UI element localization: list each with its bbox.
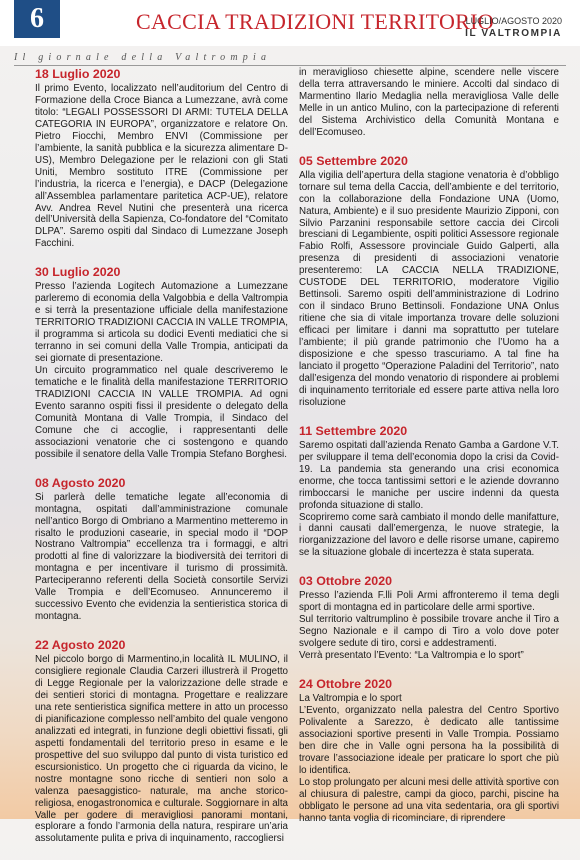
continued-text [299,67,559,139]
paragraph: Alla vigilia dell’apertura della stagione venatoria è d’obbligo tornare sul tema della Caccia, dell’ambiente e del territorio, con la collaborazione della Fondazione UNA (Uomo, Natura, Ambiente) e il suo presidente Maurizio Zipponi, con Silvio Parzanini responsabile settore caccia dei Circoli bresciani di Legambiente, ospiti politici Assessore regionale Fabio Rolfi, Assessore provinciale Guido Galperti, alla presenza di presidenti di associazioni venatorie presenteremo: LA CACCIA NELLA TRADIZIONE, CUSTODE DEL TERRITORIO, moderatore Vigilio Bettinsoli. Saremo ospiti dell’amministrazione di Lodrino con il sindaco Bruno Bettinsoli. Fondazione UNA Onlus ritiene che sia di vitale importanza trovare delle soluzioni efficaci per limitare i danni ma soprattutto per tutelare l’ambiente; il più grande patrimonio che l’Uomo ha a disposizione e che spesso trascuriamo. A tal fine ha lanciato il progetto “Operazione Paladini del Territorio”, nato dall’esigenza del mondo venatorio di rispondere ai problemi di inquinamento territoriale ed essere parte attiva nella loro risoluzione [299,169,559,408]
paragraph: Scopriremo come sarà cambiato il mondo delle manifatture, i danni causati dall’emergenza, le nuove strategie, la riorganizzazione del lavoro e delle risorse umane, capiremo se la situazione globale di incertezza è stata superata. [299,511,559,559]
paragraph: Verrà presentato l’Evento: “La Valtrompia e lo sport” [299,650,524,662]
event-date-heading: 05 Settembre 2020 [299,153,408,168]
paragraph: Il primo Evento, localizzato nell’auditorium del Centro di Formazione della Croce Bianca a Lumezzane, avrà come titolo: “LEGALI POSSESSORI DI ARMI: TUTELA DELLA CATEGORIA IN EUROPA”, organizzatore e relatore On. Pietro Fiocchi, Membro ENVI (Commissione per l’ambiente, la sanità pubblica e la sicurezza alimentare D-US), Membro Delegazione per le relazioni con gli Stati Uniti, Membro sostituto ITRE (Commissione per l’industria, la ricerca e l’energia), e DACP (Delegazione all’Assemblea parlamentare paritetica ACP-UE), relatore Avv. Andrea Revel Nutini che presenterà una ricerca dell’Università della Sapienza, Co-fondatore del “Comitato DLPA”. Saremo ospiti dal Sindaco di Lumezzane Joseph Facchini. [35,83,288,250]
paragraph: Un circuito programmatico nel quale descriveremo le tematiche e le finalità della manifestazione TERRITORIO TRADIZIONI CACCIA IN VALLE TROMPIA. Ad ogni Evento saranno ospiti fissi il presidente o delegato della Comunità Montana di Valle Trompia, il Sindaco del Comune che ci accoglie, i rappresentanti delle associazioni venatorie che ci sostengono e quando possibile il senatore della Valle Trompia Stefano Borghesi. [35,365,288,460]
page-header [0,0,580,46]
paragraph: Sul territorio valtrumplino è possibile trovare anche il Tiro a Segno Nazionale e il campo di Tiro a volo dove poter svolgere sedute di tiro, corsi e addestramenti. [299,614,559,650]
event-section [299,154,559,409]
newspaper-tagline: Il giornale della Valtrompia [14,52,272,63]
right-column [299,67,559,840]
event-date-heading: 22 Agosto 2020 [35,638,126,653]
section-title: CACCIA TRADIZIONI TERRITORIO [136,9,494,34]
event-section [35,265,288,460]
event-section [35,638,288,845]
left-column [35,67,288,860]
event-section [299,574,559,662]
paragraph: La Valtrompia e lo sport [299,693,402,705]
page-number: 6 [14,0,60,38]
paragraph: L’Evento, organizzato nella palestra del Centro Sportivo Polivalente a Sarezzo, è dedicato alle tantissime associazioni sportive presenti in Valle Trompia. Possiamo ben dire che in Valle ogni persona ha la possibilità di trovare l’associazione ideale per praticare lo sport che più lo identifica. [299,704,559,776]
paragraph: Presso l’azienda F.lli Poli Armi affronteremo il tema degli sport di montagna ed in particolare delle armi sportive. [299,590,559,614]
event-date-heading: 11 Settembre 2020 [299,423,408,438]
event-date-heading: 08 Agosto 2020 [35,475,126,490]
event-date-heading: 03 Ottobre 2020 [299,574,392,589]
publication-name: IL VALTROMPIA [465,28,562,39]
newspaper-tagline-bar [14,47,566,66]
event-date-heading: 24 Ottobre 2020 [299,677,392,692]
paragraph: Lo stop prolungato per alcuni mesi delle attività sportive con al chiusura di palestre, campi da gioco, parchi, piscine ha obbligato le persone ad una vita sedentaria, ora gli sportivi hanno tanta voglia di ricominciare, di riprendere [299,776,559,824]
paragraph: Si parlerà delle tematiche legate all’economia di montagna, ospitati dall’amministrazione comunale nell’antico Borgo di Ombriano a Marmentino metteremo in risalto le produzioni casearie, in special modo il “DOP Nostrano Valtrompia” eccellenza tra i formaggi, e altri prodotti al fine di valorizzare la biodiversità dei territori di montagna e per incentivare il turismo di prossimità. Parteciperanno referenti della Società consortile Servizi Valle Trompia e dell’Ecomuseo. Annunceremo il successivo Evento che evidenzia la sentieristica storica di montagna. [35,491,288,623]
event-section [299,424,559,560]
event-date-heading: 30 Luglio 2020 [35,265,121,280]
paragraph: Saremo ospitati dall’azienda Renato Gamba a Gardone V.T. per sviluppare il tema dell’economia dopo la crisi da Covid-19. La pandemia sta generando una crisi economica enorme, che tocca tantissimi settori e le aziende dovranno rimboccarsi le maniche per uscire indenni da questa profonda situazione di stallo. [299,439,559,511]
issue-date: LUGLIO/AGOSTO 2020 [465,16,562,26]
paragraph: in meraviglioso chiesette alpine, scendere nelle viscere della terra attraversando le miniere. Accolti dal sindaco di Marmentino Ilario Medaglia nella meravigliosa Valle delle Melle in un antico Mulino, con la partecipazione di referenti del Sistema Archivistico della Comunità Montana e dell’Ecomuseo. [299,67,559,138]
paragraph: Presso l’azienda Logitech Automazione a Lumezzane parleremo di economia della Valgobbia e della Valtrompia e si terrà la presentazione ufficiale della manifestazione TERRITORIO TRADIZIONI CACCIA IN VALLE TROMPIA, il programma si articola su dodici Eventi mediatici che si terranno in sei comuni della Valle Trompia, anticipati da sei giornate di presentazione. [35,281,288,365]
event-section [35,476,288,623]
event-section [299,677,559,824]
event-section [35,67,288,250]
event-date-heading: 18 Luglio 2020 [35,67,121,81]
paragraph: Nel piccolo borgo di Marmentino,in località IL MULINO, il consigliere regionale Claudia Carzeri illustrerà il Progetto di Legge Regionale per la valorizzazione delle strade e dei sentieri storici di montagna. Progettare e realizzare una rete sentieristica significa mettere in atto un processo di pianificazione complesso nell’ambito del quale vengono analizzati ed integrati, in funzione degli obiettivi fissati, gli aspetti fondamentali del territorio preso in esame e le prospettive del suo sviluppo dal punto di vista turistico ed escursionistico. Un progetto che ci riguarda da vicino, le nostre montagne sono ricche di sentieri non solo a valenza paesaggistico- naturale, ma anche storico-religiosa, enogastronomica e culturale. Soggiornare in alta Valle per godere di meravigliosi panorami montani, esplorare a fondo l’armonia della natura, respirare un’aria assolutamente pulita e priva di inquinamento, raccogliersi [35,654,288,845]
